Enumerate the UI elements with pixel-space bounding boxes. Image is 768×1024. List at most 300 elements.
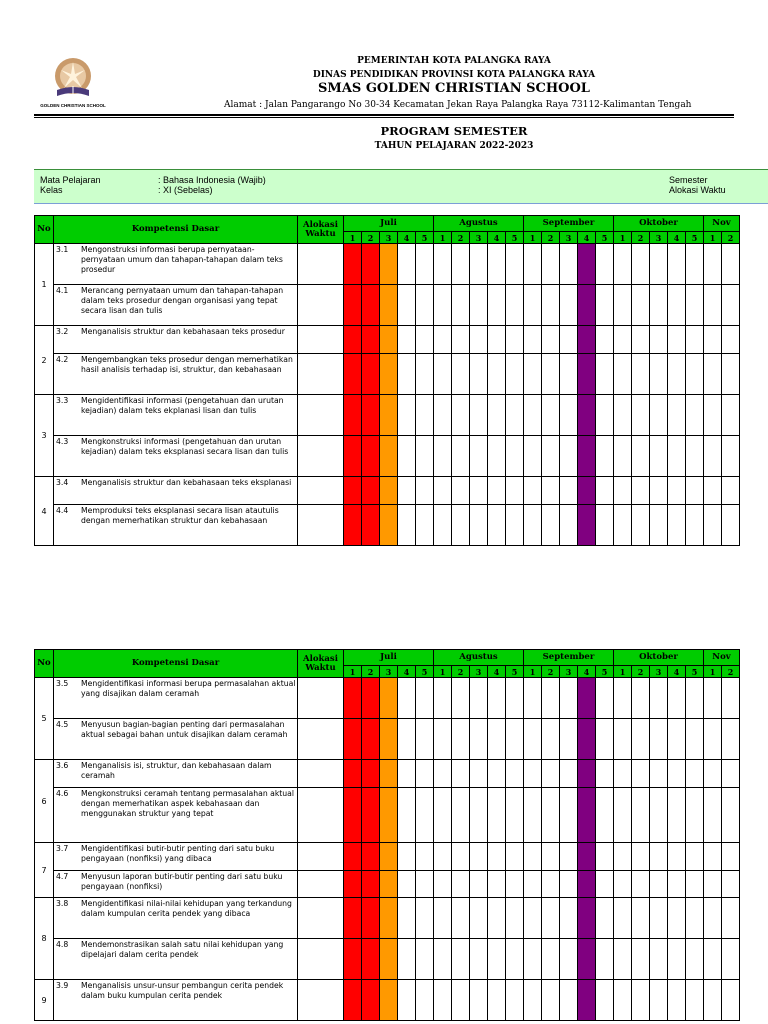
week-cell	[722, 354, 740, 395]
week-cell	[380, 505, 398, 546]
week-cell	[434, 898, 452, 939]
week-cell	[398, 843, 416, 871]
week-cell	[416, 436, 434, 477]
kd-text: Menganalisis unsur-unsur pembangun cerita pendek dalam buku kumpulan cerita pendek	[81, 981, 284, 1000]
week-cell	[686, 395, 704, 436]
week-cell	[362, 477, 380, 505]
kompetensi-cell	[54, 505, 298, 546]
week-cell	[560, 477, 578, 505]
kompetensi-cell	[54, 395, 298, 436]
week-cell	[614, 843, 632, 871]
week-cell	[542, 871, 560, 898]
week-cell	[344, 326, 362, 354]
kompetensi-cell	[54, 760, 298, 788]
week-cell	[380, 395, 398, 436]
week-cell	[524, 505, 542, 546]
alokasi-cell	[298, 871, 344, 898]
logo-text: GOLDEN CHRISTIAN SCHOOL	[40, 103, 106, 108]
week-cell	[416, 395, 434, 436]
week-cell	[344, 719, 362, 760]
week-cell	[488, 477, 506, 505]
week-cell	[380, 760, 398, 788]
week-cell	[434, 843, 452, 871]
kd-text: Menyusun laporan butir-butir penting dari satu buku pengayaan (nonfiksi)	[81, 872, 283, 891]
row-number: 3	[35, 395, 54, 477]
week-cell	[704, 898, 722, 939]
week-cell	[632, 788, 650, 843]
header-week: 3	[650, 666, 668, 678]
header-no: No	[35, 650, 54, 678]
week-cell	[704, 505, 722, 546]
week-cell	[452, 898, 470, 939]
table-row	[35, 436, 740, 477]
week-cell	[596, 980, 614, 1021]
kd-code: 3.2	[56, 327, 69, 336]
kd-code: 4.8	[56, 940, 69, 949]
week-cell	[650, 477, 668, 505]
alokasi-cell	[298, 719, 344, 760]
week-cell	[578, 843, 596, 871]
kd-code: 4.7	[56, 872, 69, 881]
week-cell	[704, 939, 722, 980]
week-cell	[722, 719, 740, 760]
week-cell	[524, 871, 542, 898]
subject-info	[34, 169, 768, 204]
week-cell	[362, 898, 380, 939]
kd-code: 4.4	[56, 506, 69, 515]
kd-text: Menyusun bagian-bagian penting dari permasalahan aktual sebagai bahan untuk disajikan dalam ceramah	[81, 720, 288, 739]
week-cell	[686, 505, 704, 546]
header-week: 4	[398, 232, 416, 244]
header-week: 1	[704, 666, 722, 678]
week-cell	[488, 980, 506, 1021]
week-cell	[380, 285, 398, 326]
kd-code: 3.9	[56, 981, 69, 990]
week-cell	[614, 244, 632, 285]
week-cell	[650, 871, 668, 898]
week-cell	[542, 980, 560, 1021]
week-cell	[704, 843, 722, 871]
week-cell	[452, 477, 470, 505]
week-cell	[524, 244, 542, 285]
header-month: Agustus	[434, 650, 524, 666]
week-cell	[722, 788, 740, 843]
week-cell	[506, 760, 524, 788]
kd-text: Mengidentifikasi informasi berupa permasalahan aktual yang disajikan dalam ceramah	[81, 679, 296, 698]
week-cell	[344, 898, 362, 939]
header-week: 1	[524, 232, 542, 244]
week-cell	[398, 505, 416, 546]
week-cell	[596, 898, 614, 939]
week-cell	[722, 980, 740, 1021]
week-cell	[686, 719, 704, 760]
week-cell	[524, 843, 542, 871]
week-cell	[722, 505, 740, 546]
week-cell	[380, 898, 398, 939]
week-cell	[650, 898, 668, 939]
week-cell	[362, 285, 380, 326]
week-cell	[470, 285, 488, 326]
week-cell	[470, 477, 488, 505]
week-cell	[614, 898, 632, 939]
table-row	[35, 788, 740, 843]
week-cell	[722, 326, 740, 354]
week-cell	[398, 678, 416, 719]
header-week: 5	[596, 666, 614, 678]
week-cell	[344, 871, 362, 898]
week-cell	[506, 436, 524, 477]
week-cell	[470, 898, 488, 939]
week-cell	[470, 788, 488, 843]
week-cell	[560, 843, 578, 871]
header-week: 4	[488, 232, 506, 244]
kompetensi-cell	[54, 477, 298, 505]
week-cell	[578, 505, 596, 546]
week-cell	[560, 788, 578, 843]
header-week: 3	[560, 232, 578, 244]
alokasi-cell	[298, 980, 344, 1021]
header-month: Oktober	[614, 216, 704, 232]
week-cell	[470, 505, 488, 546]
week-cell	[704, 719, 722, 760]
week-cell	[560, 939, 578, 980]
header-week: 5	[596, 232, 614, 244]
week-cell	[452, 244, 470, 285]
week-cell	[506, 326, 524, 354]
week-cell	[632, 477, 650, 505]
row-number: 2	[35, 326, 54, 395]
week-cell	[668, 719, 686, 760]
week-cell	[614, 326, 632, 354]
week-cell	[452, 871, 470, 898]
week-cell	[542, 395, 560, 436]
week-cell	[560, 719, 578, 760]
week-cell	[344, 395, 362, 436]
header-week: 3	[560, 666, 578, 678]
week-cell	[380, 843, 398, 871]
alokasi-cell	[298, 898, 344, 939]
week-cell	[506, 505, 524, 546]
week-cell	[542, 477, 560, 505]
week-cell	[722, 436, 740, 477]
week-cell	[380, 436, 398, 477]
row-number: 7	[35, 843, 54, 898]
week-cell	[632, 354, 650, 395]
week-cell	[452, 843, 470, 871]
week-cell	[650, 719, 668, 760]
week-cell	[434, 505, 452, 546]
week-cell	[704, 678, 722, 719]
week-cell	[416, 898, 434, 939]
week-cell	[452, 788, 470, 843]
week-cell	[596, 395, 614, 436]
week-cell	[722, 244, 740, 285]
table-row	[35, 285, 740, 326]
week-cell	[632, 939, 650, 980]
week-cell	[578, 395, 596, 436]
week-cell	[488, 285, 506, 326]
week-cell	[380, 980, 398, 1021]
week-cell	[614, 505, 632, 546]
page-subtitle: TAHUN PELAJARAN 2022-2023	[374, 141, 534, 151]
week-cell	[434, 719, 452, 760]
header-month: Oktober	[614, 650, 704, 666]
week-cell	[470, 843, 488, 871]
week-cell	[596, 354, 614, 395]
week-cell	[362, 395, 380, 436]
week-cell	[560, 395, 578, 436]
week-cell	[704, 980, 722, 1021]
header-month: September	[524, 650, 614, 666]
week-cell	[362, 980, 380, 1021]
week-cell	[704, 436, 722, 477]
week-cell	[506, 244, 524, 285]
week-cell	[650, 980, 668, 1021]
kompetensi-cell	[54, 678, 298, 719]
week-cell	[398, 436, 416, 477]
week-cell	[704, 395, 722, 436]
week-cell	[596, 244, 614, 285]
table-row	[35, 871, 740, 898]
week-cell	[506, 939, 524, 980]
header-week: 2	[362, 232, 380, 244]
header-week: 3	[470, 232, 488, 244]
letterhead	[0, 0, 768, 120]
week-cell	[488, 505, 506, 546]
week-cell	[524, 436, 542, 477]
header-alokasi	[298, 650, 344, 678]
week-cell	[398, 939, 416, 980]
week-cell	[416, 760, 434, 788]
week-cell	[668, 788, 686, 843]
week-cell	[632, 436, 650, 477]
kd-code: 4.6	[56, 789, 69, 798]
week-cell	[704, 788, 722, 843]
week-cell	[578, 326, 596, 354]
week-cell	[668, 354, 686, 395]
week-cell	[452, 719, 470, 760]
week-cell	[362, 354, 380, 395]
kd-text: Mengembangkan teks prosedur dengan memerhatikan hasil analisis terhadap isi, struktur, dan kebahasaan	[81, 355, 293, 374]
week-cell	[668, 326, 686, 354]
week-cell	[704, 354, 722, 395]
kd-text: Menganalisis struktur dan kebahasaan teks eksplanasi	[81, 478, 292, 487]
week-cell	[542, 285, 560, 326]
kd-text: Mengidentifikasi butir-butir penting dari satu buku pengayaan (nonfiksi) yang dibaca	[81, 844, 275, 863]
week-cell	[560, 871, 578, 898]
week-cell	[722, 898, 740, 939]
kompetensi-cell	[54, 871, 298, 898]
week-cell	[488, 760, 506, 788]
week-cell	[470, 871, 488, 898]
week-cell	[704, 285, 722, 326]
kelas-value: : XI (Sebelas)	[158, 185, 213, 195]
week-cell	[704, 326, 722, 354]
alokasi-cell	[298, 939, 344, 980]
kd-code: 3.7	[56, 844, 69, 853]
week-cell	[722, 285, 740, 326]
kompetensi-cell	[54, 788, 298, 843]
week-cell	[686, 326, 704, 354]
week-cell	[470, 719, 488, 760]
week-cell	[362, 436, 380, 477]
week-cell	[542, 939, 560, 980]
week-cell	[380, 871, 398, 898]
week-cell	[506, 678, 524, 719]
week-cell	[614, 788, 632, 843]
week-cell	[668, 244, 686, 285]
alokasi-cell	[298, 788, 344, 843]
week-cell	[488, 678, 506, 719]
week-cell	[560, 244, 578, 285]
week-cell	[506, 285, 524, 326]
week-cell	[668, 477, 686, 505]
week-cell	[452, 505, 470, 546]
week-cell	[362, 678, 380, 719]
header-week: 5	[416, 232, 434, 244]
week-cell	[398, 477, 416, 505]
week-cell	[542, 678, 560, 719]
week-cell	[380, 326, 398, 354]
week-cell	[686, 843, 704, 871]
week-cell	[416, 678, 434, 719]
week-cell	[470, 980, 488, 1021]
week-cell	[344, 980, 362, 1021]
week-cell	[632, 678, 650, 719]
week-cell	[668, 843, 686, 871]
table-row	[35, 678, 740, 719]
week-cell	[686, 939, 704, 980]
week-cell	[614, 354, 632, 395]
week-cell	[380, 477, 398, 505]
week-cell	[398, 354, 416, 395]
week-cell	[722, 843, 740, 871]
week-cell	[668, 939, 686, 980]
week-cell	[434, 244, 452, 285]
kd-text: Menganalisis isi, struktur, dan kebahasaan dalam ceramah	[81, 761, 272, 780]
week-cell	[650, 843, 668, 871]
divider-thin	[34, 117, 734, 118]
alokasi-cell	[298, 244, 344, 285]
week-cell	[614, 285, 632, 326]
week-cell	[452, 354, 470, 395]
table-row	[35, 898, 740, 939]
week-cell	[668, 980, 686, 1021]
week-cell	[344, 285, 362, 326]
week-cell	[596, 843, 614, 871]
table-row	[35, 477, 740, 505]
alokasi-cell	[298, 505, 344, 546]
week-cell	[344, 244, 362, 285]
week-cell	[596, 436, 614, 477]
week-cell	[506, 871, 524, 898]
header-week: 1	[434, 666, 452, 678]
kd-text: Mengkonstruksi ceramah tentang permasalahan aktual dengan memerhatikan aspek kebahasaan dan menggunakan struktur yang tepat	[81, 789, 295, 818]
week-cell	[560, 354, 578, 395]
header-week: 2	[722, 666, 740, 678]
alokasi-cell	[298, 354, 344, 395]
kd-text: Memproduksi teks eksplanasi secara lisan atautulis dengan memerhatikan struktur dan kebahasaan	[81, 506, 279, 525]
week-cell	[524, 395, 542, 436]
week-cell	[722, 678, 740, 719]
week-cell	[650, 788, 668, 843]
alokasi-cell	[298, 395, 344, 436]
week-cell	[470, 436, 488, 477]
week-cell	[470, 354, 488, 395]
week-cell	[614, 678, 632, 719]
row-number: 1	[35, 244, 54, 326]
school-address: Alamat : Jalan Pangarango No 30-34 Kecamatan Jekan Raya Palangka Raya 73112-Kalimantan Tengah	[224, 100, 692, 110]
week-cell	[380, 678, 398, 719]
week-cell	[524, 788, 542, 843]
week-cell	[398, 244, 416, 285]
row-number: 9	[35, 980, 54, 1021]
week-cell	[632, 719, 650, 760]
week-cell	[632, 244, 650, 285]
table-row	[35, 980, 740, 1021]
week-cell	[470, 760, 488, 788]
alokasi-cell	[298, 477, 344, 505]
week-cell	[650, 326, 668, 354]
row-number: 4	[35, 477, 54, 546]
week-cell	[524, 898, 542, 939]
week-cell	[362, 939, 380, 980]
header-month: Agustus	[434, 216, 524, 232]
table-row	[35, 843, 740, 871]
week-cell	[704, 477, 722, 505]
week-cell	[704, 244, 722, 285]
week-cell	[668, 436, 686, 477]
week-cell	[686, 678, 704, 719]
week-cell	[596, 760, 614, 788]
kompetensi-cell	[54, 980, 298, 1021]
week-cell	[578, 980, 596, 1021]
week-cell	[614, 980, 632, 1021]
week-cell	[524, 939, 542, 980]
week-cell	[344, 354, 362, 395]
week-cell	[596, 678, 614, 719]
week-cell	[596, 505, 614, 546]
header-week: 4	[488, 666, 506, 678]
header-week: 4	[398, 666, 416, 678]
week-cell	[488, 939, 506, 980]
week-cell	[722, 760, 740, 788]
week-cell	[344, 843, 362, 871]
week-cell	[434, 788, 452, 843]
week-cell	[686, 477, 704, 505]
week-cell	[560, 285, 578, 326]
week-cell	[362, 244, 380, 285]
kompetensi-cell	[54, 898, 298, 939]
kd-code: 4.1	[56, 286, 69, 295]
week-cell	[488, 719, 506, 760]
header-alokasi-line2: Waktu	[305, 228, 336, 239]
alokasi-cell	[298, 843, 344, 871]
week-cell	[542, 354, 560, 395]
week-cell	[560, 326, 578, 354]
week-cell	[668, 678, 686, 719]
week-cell	[614, 395, 632, 436]
week-cell	[578, 719, 596, 760]
week-cell	[434, 436, 452, 477]
week-cell	[524, 354, 542, 395]
week-cell	[578, 788, 596, 843]
week-cell	[596, 477, 614, 505]
week-cell	[650, 436, 668, 477]
week-cell	[488, 788, 506, 843]
header-week: 3	[380, 666, 398, 678]
week-cell	[488, 843, 506, 871]
